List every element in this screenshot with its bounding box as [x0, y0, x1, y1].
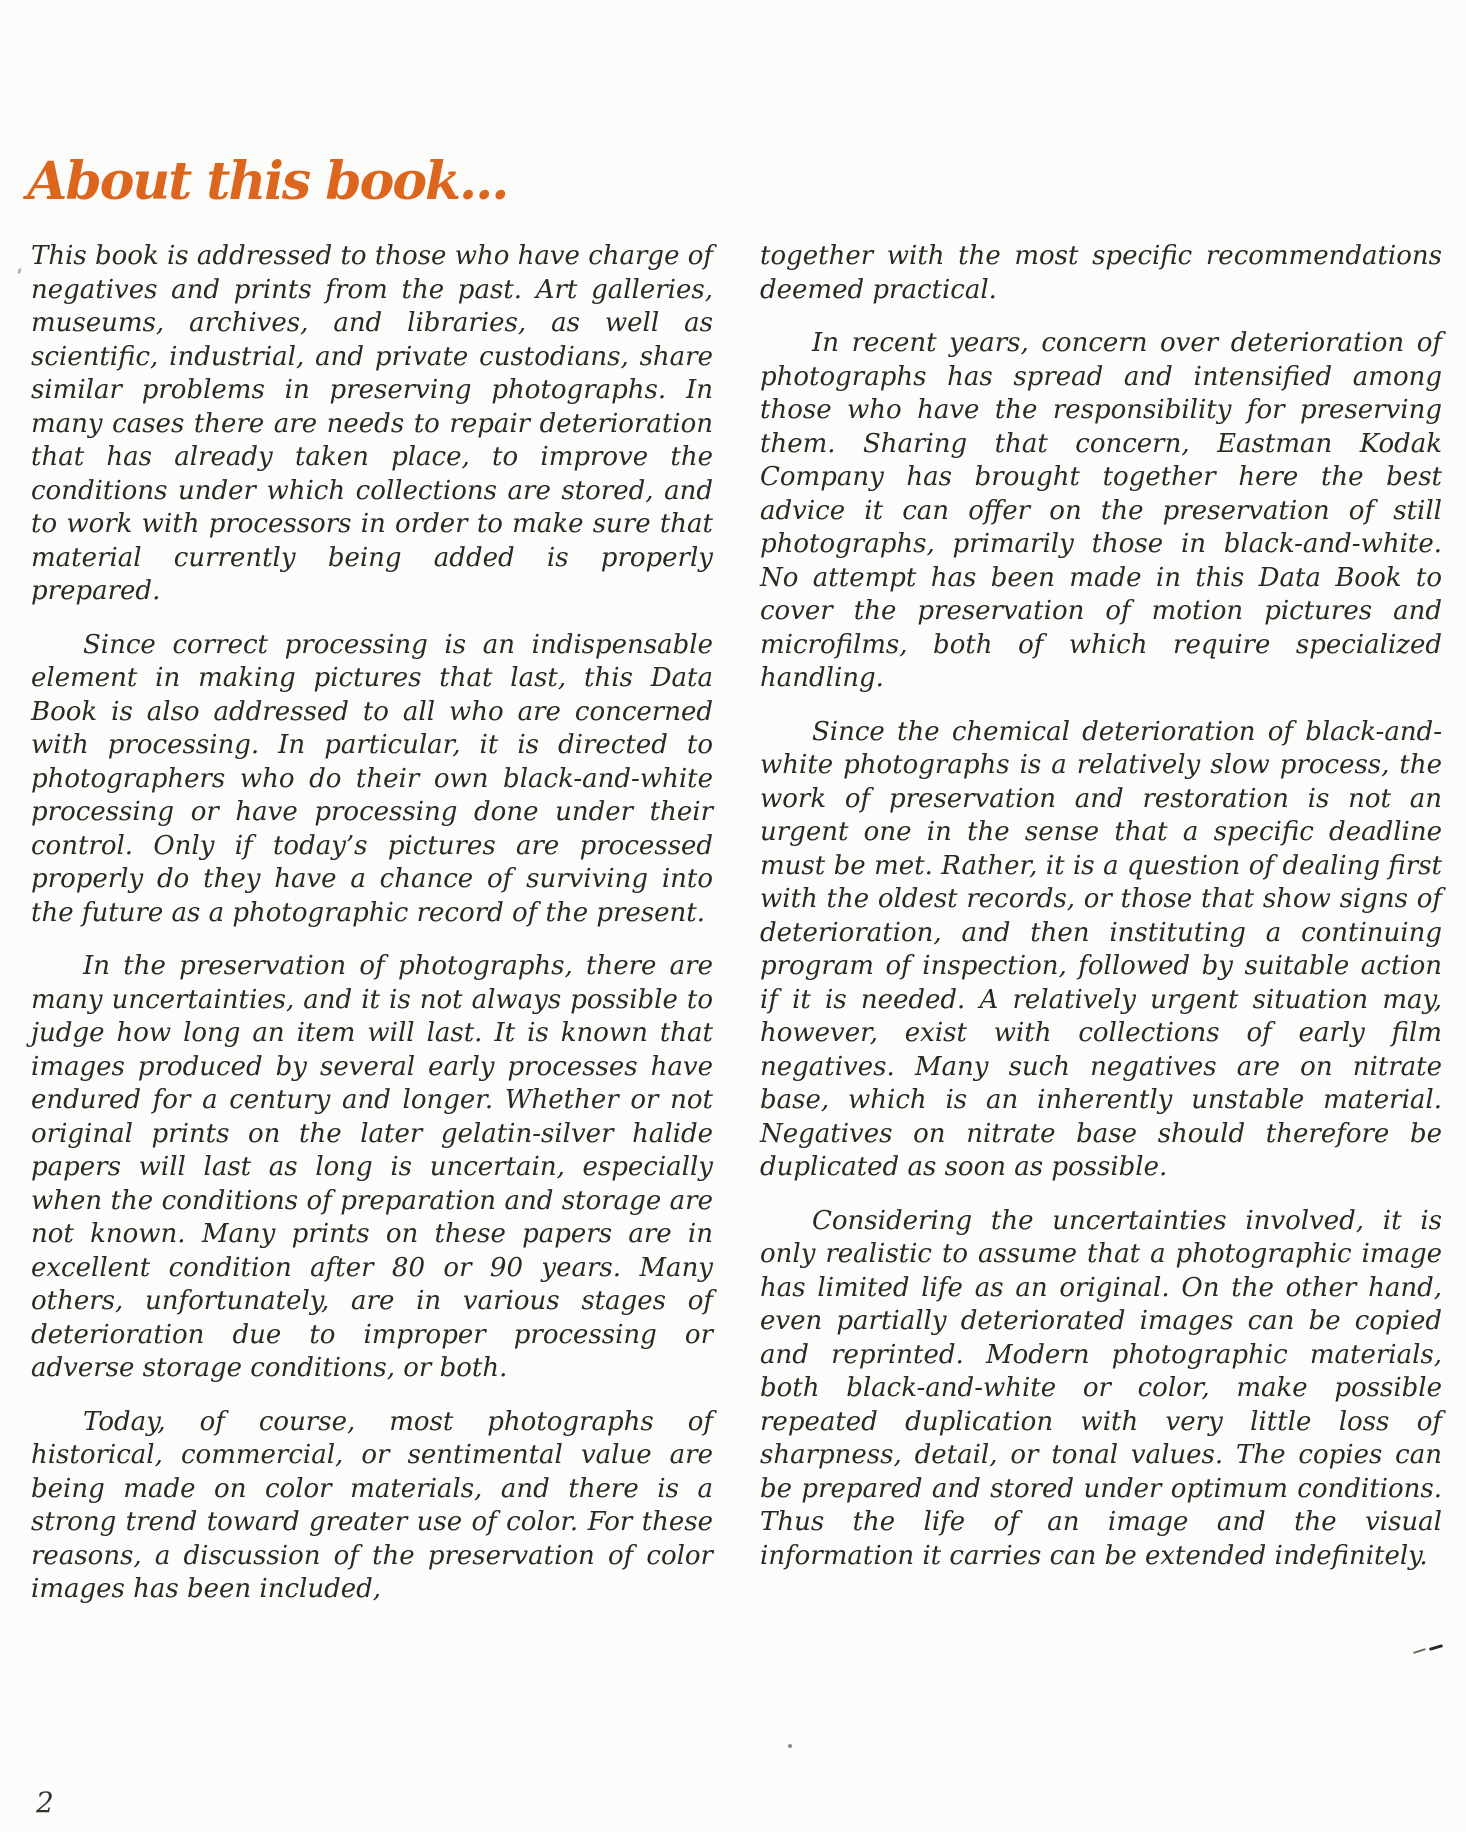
paragraph: Since correct processing is an indispensable element in making pictures that last, this Data Book is also addressed to all who are concerned with processing. In particular, it is directed to photographers who do their own black-and-white processing or have processing done under their control. Only if today’s pictures are processed properly do they have a chance of surviving into the future as a photographic record of the present.: [31, 629, 713, 928]
page-title: About this book...: [27, 151, 508, 212]
left-column: [31, 240, 713, 1627]
paragraph: Today, of course, most photographs of historical, commercial, or sentimental value are being made on color materials, and there is a strong trend toward greater use of color. For these reasons, a discussion of the preservation of color images has been included,: [31, 1406, 713, 1604]
page-number: 2: [36, 1786, 54, 1819]
right-column: [760, 240, 1442, 1627]
pen-mark-icon: [1413, 1648, 1426, 1654]
scan-speck: [17, 268, 22, 275]
paragraph: In the preservation of photographs, there are many uncertainties, and it is not always possible to judge how long an item will last. It is known that images produced by several early processes have endured for a century and longer. Whether or not original prints on the later gelatin-silver halide papers will last as long is uncertain, especially when the conditions of preparation and storage are not known. Many prints on these papers are in excellent condition after 80 or 90 years. Many others, unfortunately, are in various stages of deterioration due to improper processing or adverse storage conditions, or both.: [31, 951, 713, 1383]
paragraph: This book is addressed to those who have charge of negatives and prints from the past. Art galleries, museums, archives, and libraries, as well as scientific, industrial, and private custodians, share similar problems in preserving photographs. In many cases there are needs to repair deterioration that has already taken place, to improve the conditions under which collections are stored, and to work with processors in order to make sure that material currently being added is properly prepared.: [31, 241, 714, 606]
paragraph: In recent years, concern over deterioration of photographs has spread and intensified among those who have the responsibility for preserving them. Sharing that concern, Eastman Kodak Company has brought together here the best advice it can offer on the preservation of still photographs, primarily those in black-and-white. No attempt has been made in this Data Book to cover the preservation of motion pictures and microfilms, both of which require specialized handling.: [760, 328, 1442, 693]
scan-dot: [788, 1744, 792, 1748]
paragraph: Since the chemical deterioration of black-and-white photographs is a relatively slow process, the work of preservation and restoration is not an urgent one in the sense that a specific deadline must be met. Rather, it is a question of dealing first with the oldest records, or those that show signs of deterioration, and then instituting a continuing program of inspection, followed by suitable action if it is needed. A relatively urgent situation may, however, exist with collections of early film negatives. Many such negatives are on nitrate base, which is an inherently unstable material. Negatives on nitrate base should therefore be duplicated as soon as possible.: [760, 716, 1442, 1182]
pen-mark-icon: [1429, 1644, 1443, 1651]
paragraph: Considering the uncertainties involved, it is only realistic to assume that a photographic image has limited life as an original. On the other hand, even partially deteriorated images can be copied and reprinted. Modern photographic materials, both black-and-white or color, make possible repeated duplication with very little loss of sharpness, detail, or tonal values. The copies can be prepared and stored under optimum conditions. Thus the life of an image and the visual information it carries can be extended indefinitely.: [760, 1205, 1442, 1571]
text-columns: [31, 240, 1443, 1627]
paragraph: together with the most specific recommendations deemed practical.: [760, 241, 1442, 305]
